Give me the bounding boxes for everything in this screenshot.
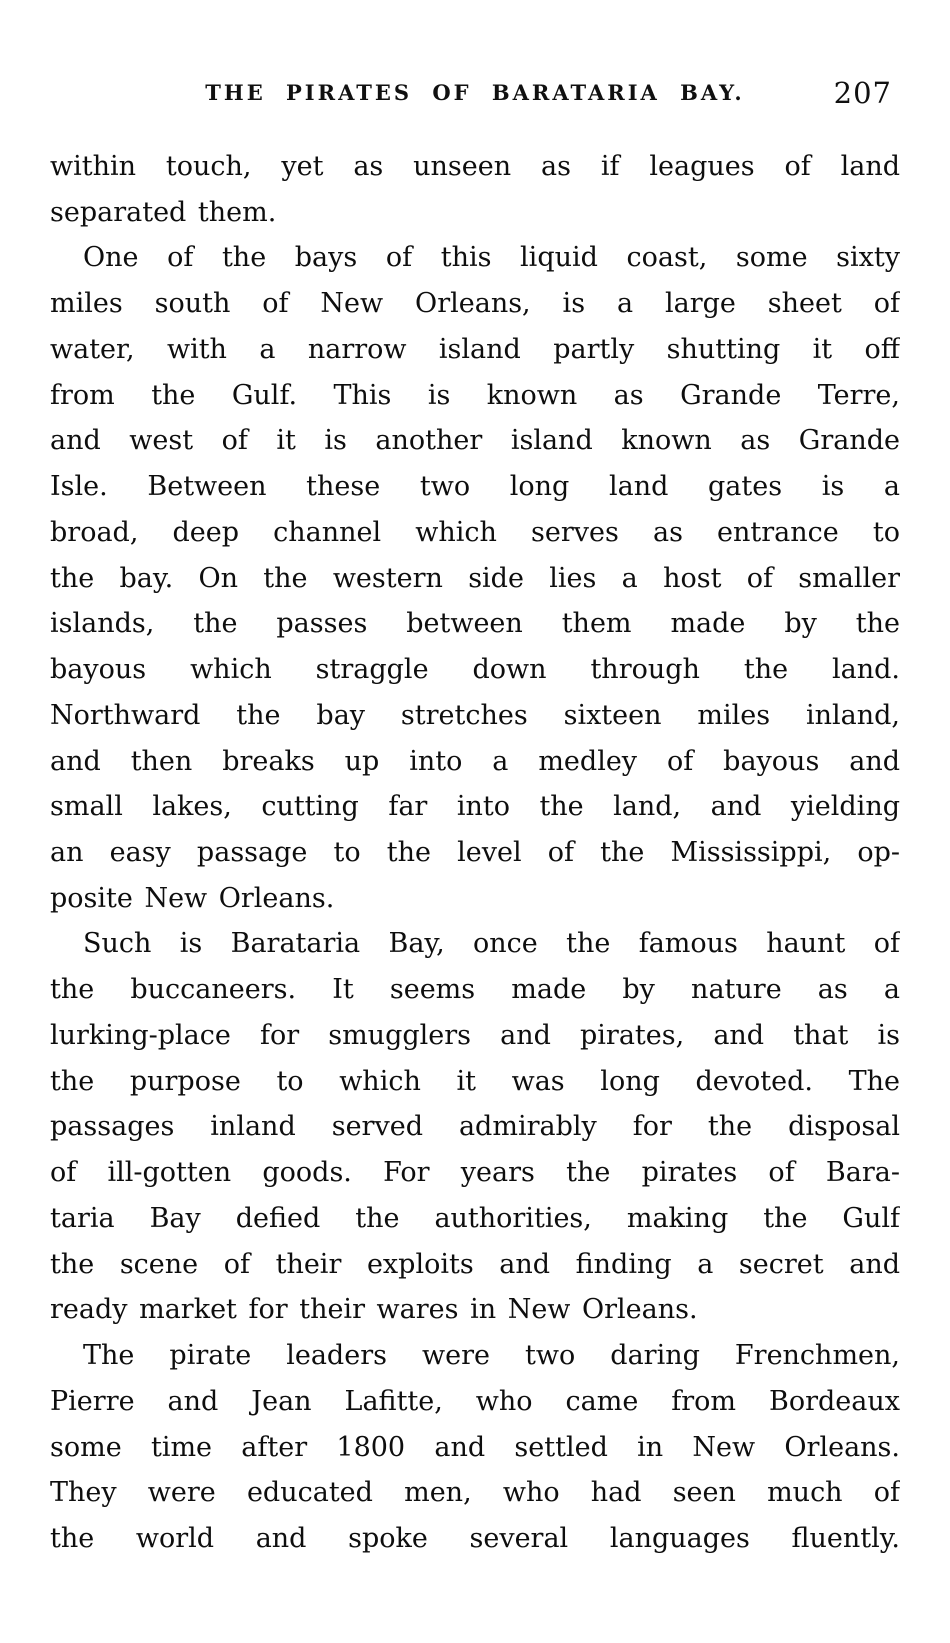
page-header: [50, 76, 900, 110]
text-line: the bay. On the western side lies a host of smaller: [50, 562, 900, 594]
text-line: separated them.: [50, 196, 277, 228]
text-line: broad, deep channel which serves as entrance to: [50, 516, 900, 548]
paragraph: [50, 144, 900, 235]
text-line: Such is Barataria Bay, once the famous haunt of: [83, 928, 900, 960]
page-number: 207: [833, 76, 892, 110]
text-line: the purpose to which it was long devoted. The: [50, 1065, 900, 1097]
text-line: The pirate leaders were two daring Frenchmen,: [83, 1340, 900, 1372]
paragraph: [50, 1333, 900, 1562]
text-line: lurking-place for smugglers and pirates, and that is: [50, 1019, 900, 1051]
text-line: the world and spoke several languages fluently.: [50, 1523, 900, 1555]
text-line: water, with a narrow island partly shutting it off: [50, 333, 900, 365]
text-line: the scene of their exploits and finding a secret and: [50, 1248, 900, 1280]
text-line: an easy passage to the level of the Mississippi, op-: [50, 837, 900, 869]
paragraph: [50, 921, 900, 1333]
text-line: within touch, yet as unseen as if leagues of land: [50, 151, 900, 182]
text-line: islands, the passes between them made by the: [50, 608, 900, 640]
text-line: and then breaks up into a medley of bayous and: [50, 745, 900, 777]
text-line: from the Gulf. This is known as Grande Terre,: [50, 379, 900, 411]
text-line: the buccaneers. It seems made by nature as a: [50, 974, 900, 1006]
text-line: and west of it is another island known as Grande: [50, 425, 900, 457]
text-line: some time after 1800 and settled in New Orleans.: [50, 1431, 900, 1463]
running-title: THE PIRATES OF BARATARIA BAY.: [205, 80, 745, 105]
text-line: They were educated men, who had seen much of: [50, 1477, 900, 1509]
text-line: passages inland served admirably for the disposal: [50, 1111, 900, 1143]
text-line: small lakes, cutting far into the land, and yielding: [50, 791, 900, 823]
text-line: bayous which straggle down through the land.: [50, 654, 900, 686]
text-line: miles south of New Orleans, is a large sheet of: [50, 288, 900, 320]
text-line: One of the bays of this liquid coast, some sixty: [83, 242, 900, 274]
text-line: ready market for their wares in New Orleans.: [50, 1294, 698, 1326]
text-line: taria Bay defied the authorities, making the Gulf: [50, 1202, 900, 1234]
text-line: Northward the bay stretches sixteen miles inland,: [50, 699, 900, 731]
text-line: Pierre and Jean Lafitte, who came from Bordeaux: [50, 1385, 900, 1417]
paragraph: [50, 235, 900, 921]
text-line: posite New Orleans.: [50, 882, 335, 914]
page-body: [50, 144, 900, 1562]
text-line: Isle. Between these two long land gates is a: [50, 471, 900, 503]
text-line: of ill-gotten goods. For years the pirates of Bara-: [50, 1157, 900, 1189]
